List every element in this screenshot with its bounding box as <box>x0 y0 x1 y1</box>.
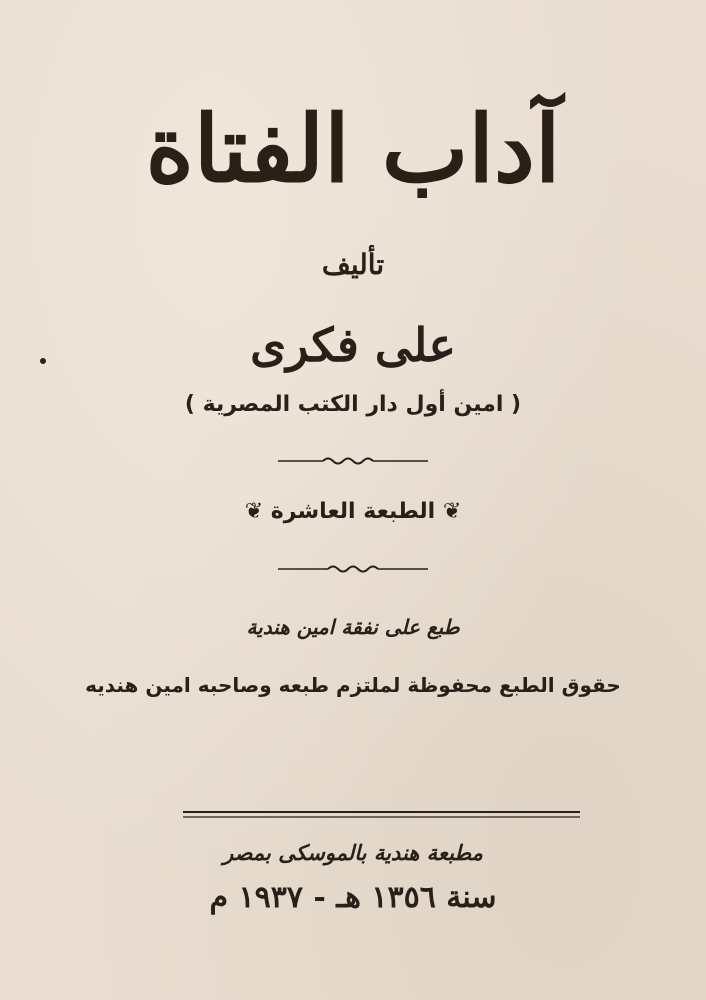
ornament-icon <box>278 455 428 467</box>
by-label: تأليف <box>321 248 385 281</box>
ornament-icon <box>278 563 428 575</box>
book-title: آداب الفتاة <box>145 95 561 203</box>
printed-for: طبع على نفقة امين هندية <box>246 615 460 639</box>
author-title: ( امين أول دار الكتب المصرية ) <box>184 392 522 417</box>
rights-notice: حقوق الطبع محفوظة لملتزم طبعه وصاحبه امين هنديه <box>85 673 621 697</box>
publication-year: سنة ١٣٥٦ هـ - ١٩٣٧ م <box>209 880 497 915</box>
double-rule <box>183 805 580 815</box>
printing-press: مطبعة هندية بالموسكى بمصر <box>223 840 483 865</box>
divider-ornament-top <box>0 455 706 467</box>
edition-label: ❦ الطبعة العاشرة ❦ <box>244 499 462 524</box>
author-name: على فكرى <box>250 318 456 372</box>
divider-ornament-bottom <box>0 563 706 575</box>
